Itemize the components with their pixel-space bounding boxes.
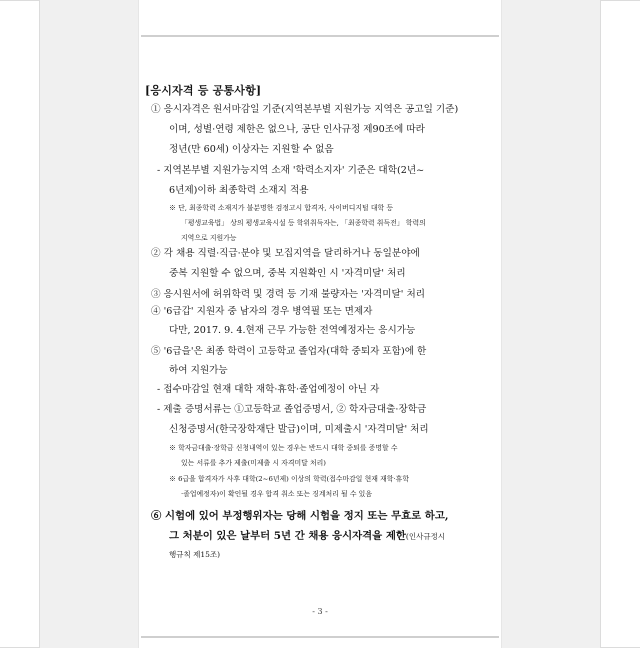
- item-2-line-1: ② 각 채용 직렬·직급·분야 및 모집지역을 달리하거나 동일분야에: [151, 248, 420, 259]
- document-page: [138, 0, 502, 648]
- item-5-note-2-line-1: ※ 6급을 합격자가 사후 대학(2~6년제) 이상의 학력(접수마감일 현재 재학·휴학: [169, 475, 409, 483]
- item-1-note-line-1: ※ 단, 최종학력 소재지가 불분명한 검정고시 합격자, 사이버디지털 대학 등: [169, 204, 394, 212]
- item-6-line-3: 행규칙 제15조): [169, 550, 221, 559]
- page-bottom-rule: [141, 636, 499, 638]
- item-5-note-1-line-2: 있는 서류를 추가 제출(미제출 시 자격미달 처리): [181, 459, 326, 467]
- item-6-line-2-ref: (인사규정시: [405, 532, 446, 541]
- item-5-line-2: 하여 지원가능: [169, 365, 228, 376]
- item-5-sub-line-2: - 제출 증명서류는 ①고등학교 졸업증명서, ② 학자금대출·장학금: [157, 404, 427, 415]
- item-2-line-2: 중복 지원할 수 없으며, 중복 지원확인 시 '자격미달' 처리: [169, 268, 406, 279]
- item-6-line-2-bold: 그 처분이 있은 날부터 5년 간 채용 응시자격을 제한: [169, 530, 406, 542]
- item-5-note-2-line-2: ·졸업예정자)이 확인될 경우 합격 취소 또는 징계처리 될 수 있음: [181, 490, 372, 498]
- item-5-line-1: ⑤ '6급을'은 최종 학력이 고등학교 졸업자(대학 중퇴자 포함)에 한: [151, 346, 427, 357]
- section-heading: [응시자격 등 공통사항]: [145, 84, 262, 97]
- item-1-note-line-3: 지역으로 지원가능: [181, 234, 237, 242]
- item-1-line-2: 이며, 성별·연령 제한은 없으나, 공단 인사규정 제90조에 따라: [169, 124, 425, 135]
- item-6-line-2: [169, 530, 445, 543]
- item-6-line-1: ⑥ 시험에 있어 부정행위자는 당해 시험을 정지 또는 무효로 하고,: [151, 510, 449, 522]
- item-1-line-1: ① 응시자격은 원서마감일 기준(지역본부별 지원가능 지역은 공고일 기준): [151, 104, 459, 115]
- item-4-line-2: 다만, 2017. 9. 4.현재 근무 가능한 전역예정자는 응시가능: [169, 325, 416, 336]
- item-4-line-1: ④ '6급갑' 지원자 중 남자의 경우 병역필 또는 면제자: [151, 306, 373, 317]
- page-top-rule: [141, 35, 499, 37]
- item-1-note-line-2: 「평생교육법」 상의 평생교육시설 등 학위취득자는, 「최종학력 취득전」 학력의: [181, 219, 426, 227]
- next-page-edge: [600, 0, 640, 648]
- item-5-sub-line-3: 신청증명서(한국장학재단 발급)이며, 미제출시 '자격미달' 처리: [169, 424, 429, 435]
- previous-page-edge: [0, 0, 40, 648]
- page-number: - 3 -: [312, 607, 328, 616]
- item-5-sub-line-1: - 접수마감일 현재 대학 재학·휴학·졸업예정이 아닌 자: [157, 384, 380, 395]
- item-5-note-1-line-1: ※ 학자금대출·장학금 신청내역이 있는 경우는 반드시 대학 중퇴를 증명할 수: [169, 444, 398, 452]
- item-1-line-3: 정년(만 60세) 이상자는 지원할 수 없음: [169, 144, 334, 155]
- item-1-sub-line-2: 6년제)이하 최종학력 소재지 적용: [169, 185, 309, 196]
- item-1-sub-line-1: - 지역본부별 지원가능지역 소재 '학력소지자' 기준은 대학(2년~: [157, 165, 425, 176]
- item-3-line-1: ③ 응시원서에 허위학력 및 경력 등 기재 불량자는 '자격미달' 처리: [151, 289, 426, 300]
